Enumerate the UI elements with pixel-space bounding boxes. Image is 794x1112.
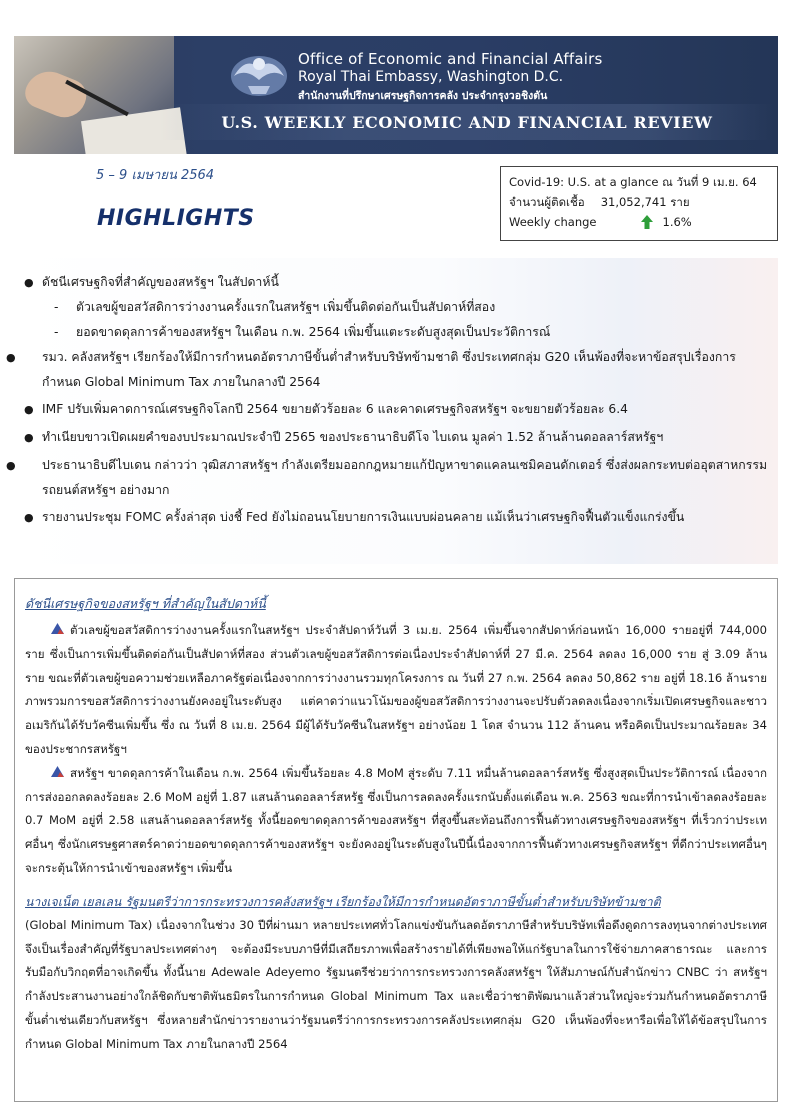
section-heading: ดัชนีเศรษฐกิจของสหรัฐฯ ที่สำคัญในสัปดาห์นี้	[25, 596, 266, 611]
highlight-item: ● ดัชนีเศรษฐกิจที่สำคัญของสหรัฐฯ ในสัปดาห์นี้	[24, 275, 279, 289]
highlight-item: ● ทำเนียบขาวเปิดเผยคำของบประมาณประจำปี 2565 ของประธานาธิบดีโจ ไบเดน มูลค่า 1.52 ล้านล้านดอลลาร์สหรัฐฯ	[24, 430, 664, 444]
header-banner	[14, 36, 778, 154]
highlight-subitem: - ยอดขาดดุลการค้าของสหรัฐฯ ในเดือน ก.พ. 2564 เพิ่มขึ้นแตะระดับสูงสุดเป็นประวัติการณ์	[54, 325, 551, 339]
up-arrow-icon	[641, 215, 653, 229]
highlight-subitem: - ตัวเลขผู้ขอสวัสดิการว่างงานครั้งแรกในสหรัฐฯ เพิ่มขึ้นติดต่อกันเป็นสัปดาห์ที่สอง	[54, 300, 496, 314]
covid-change-label: Weekly change	[509, 215, 597, 229]
highlight-item: ● IMF ปรับเพิ่มคาดการณ์เศรษฐกิจโลกปี 2564 ขยายตัวร้อยละ 6 และคาดเศรษฐกิจสหรัฐฯ จะขยายตัวร้อยละ 6.4	[24, 402, 628, 416]
banner-photo	[14, 36, 174, 154]
triangle-bullet-icon	[51, 766, 64, 778]
date-range: 5 – 9 เมษายน 2564	[96, 168, 215, 183]
highlight-item: ● ประธานาธิบดีไบเดน กล่าวว่า วุฒิสภาสหรัฐฯ กำลังเตรียมออกกฎหมายแก้ปัญหาขาดแคลนเซมิคอนดักเตอร์ ซึ่งส่งผลกระทบต่ออุตสาหกรรมรถยนต์สหรัฐฯ อย่างมาก	[6, 458, 768, 497]
banner-thai-name: สำนักงานที่ปรึกษาเศรษฐกิจการคลัง ประจำกรุงวอชิงตัน	[298, 90, 548, 102]
section-heading-yellen: นางเจเน็ต เยลเลน รัฐมนตรีว่าการกระทรวงการคลังสหรัฐฯ เรียกร้องให้มีการกำหนดอัตราภาษีขั้นต่ำสำหรับบริษัทข้ามชาติ	[25, 894, 661, 909]
economic-indicators-section	[14, 578, 778, 1102]
paragraph-trade-deficit: สหรัฐฯ ขาดดุลการค้าในเดือน ก.พ. 2564 เพิ่มขึ้นร้อยละ 4.8 MoM สู่ระดับ 7.11 หมื่นล้านดอลลาร์สหรัฐ ซึ่งสูงสุดเป็นประวัติการณ์ เนื่องจากการส่งออกลดลงร้อยละ 2.6 MoM อยู่ที่ 1.87 แสนล้านดอลลาร์สหรัฐ ซึ่งเป็นการลดลงครั้งแรกนับตั้งแต่เดือน พ.ค. 2563 ขณะที่การนำเข้าลดลงร้อยละ 0.7 MoM อยู่ที่ 2.58 แสนล้านดอลลาร์สหรัฐ ทั้งนี้ยอดขาดดุลการค้าของสหรัฐฯ ที่สูงขึ้นสะท้อนถึงการฟื้นตัวทางเศรษฐกิจของสหรัฐฯ ที่เร็วกว่าประเทศอื่นๆ ซึ่งนักเศรษฐศาสตร์คาดว่ายอดขาดดุลการค้าของสหรัฐฯ จะยังคงอยู่ในระดับสูงในปีนี้เนื่องจากการฟื้นตัวทางเศรษฐกิจสหรัฐฯ ที่ดีกว่าประเทศอื่นๆ จะกระตุ้นให้การนำเข้าของสหรัฐฯ เพิ่มขึ้น	[25, 765, 767, 875]
paragraph-jobless-claims: ตัวเลขผู้ขอสวัสดิการว่างงานครั้งแรกในสหรัฐฯ ประจำสัปดาห์วันที่ 3 เม.ย. 2564 เพิ่มขึ้นจากสัปดาห์ก่อนหน้า 16,000 รายอยู่ที่ 744,000 ราย ซึ่งเป็นการเพิ่มขึ้นติดต่อกันเป็นสัปดาห์ที่สอง ส่วนตัวเลขผู้ขอสวัสดิการต่อเนื่องประจำสัปดาห์ที่ 27 มี.ค. 2564 ลดลง 16,000 ราย สู่ 3.09 ล้านราย ขณะที่ตัวเลขผู้ขอความช่วยเหลือภาครัฐต่อเนื่องจากการว่างงานรวมทุกโครงการ ณ วันที่ 27 ก.พ. 2564 ลดลง 50,862 ราย อยู่ที่ 18.16 ล้านราย ภาพรวมการขอสวัสดิการว่างงานยังคงอยู่ในระดับสูง แต่คาดว่าแนวโน้มของผู้ขอสวัสดิการว่างงานจะปรับตัวลดลงเนื่องจากเริ่มเปิดเศรษฐกิจและชาวอเมริกันได้รับวัคซีนเพิ่มขึ้น ซึ่ง ณ วันที่ 8 เม.ย. 2564 มีผู้ได้รับวัคซีนในสหรัฐฯ อย่างน้อย 1 โดส จำนวน 112 ล้านคน หรือคิดเป็นประมาณร้อยละ 34 ของประชากรสหรัฐฯ	[25, 623, 767, 756]
highlight-item: ● รายงานประชุม FOMC ครั้งล่าสุด บ่งชี้ Fed ยังไม่ถอนนโยบายการเงินแบบผ่อนคลาย แม้เห็นว่าเศรษฐกิจฟื้นตัวแข็งแกร่งขึ้น	[24, 510, 685, 524]
triangle-bullet-icon	[51, 623, 64, 635]
covid-summary-box	[500, 166, 778, 241]
paragraph-global-minimum-tax: (Global Minimum Tax) เนื่องจากในช่วง 30 ปีที่ผ่านมา หลายประเทศทั่วโลกแข่งขันกันลดอัตราภาษีสำหรับบริษัทเพื่อดึงดูดการลงทุนจากต่างประเทศ จึงเป็นเรื่องสำคัญที่รัฐบาลประเทศต่างๆ จะต้องมีระบบภาษีที่มีเสถียรภาพเพื่อสร้างรายได้ที่เพียงพอให้แก่รัฐบาลในการใช้จ่ายภาคสาธารณะ และการรับมือกับวิกฤตที่อาจเกิดขึ้น ทั้งนี้นาย Adewale Adeyemo รัฐมนตรีช่วยว่าการกระทรวงการคลังสหรัฐฯ ให้สัมภาษณ์กับสำนักข่าว CNBC ว่า สหรัฐฯ กำลังประสานงานอย่างใกล้ชิดกับชาติพันธมิตรในการกำหนด Global Minimum Tax และเชื่อว่าชาติพัฒนาแล้วส่วนใหญ่จะร่วมกันกำหนดอัตราภาษีขั้นต่ำเช่นเดียวกับสหรัฐฯ ซึ่งหลายสำนักข่าวรายงานว่ารัฐมนตรีว่าการกระทรวงการคลังประเทศกลุ่ม G20 เห็นพ้องที่จะหารือเพื่อให้ได้ข้อสรุปในการกำหนด Global Minimum Tax ภายในกลางปี 2564	[25, 917, 767, 1051]
covid-change-value: 1.6%	[662, 215, 692, 229]
covid-cases-label: จำนวนผู้ติดเชื้อ	[509, 195, 585, 209]
banner-office-name: Office of Economic and Financial Affairs	[298, 50, 603, 68]
highlights-title: HIGHLIGHTS	[97, 206, 255, 231]
highlight-item: ● รมว. คลังสหรัฐฯ เรียกร้องให้มีการกำหนดอัตราภาษีขั้นต่ำสำหรับบริษัทข้ามชาติ ซึ่งประเทศกลุ่ม G20 เห็นพ้องที่จะหาข้อสรุปเรื่องการกำหนด Global Minimum Tax ภายในกลางปี 2564	[6, 350, 736, 389]
covid-cases-value: 31,052,741 ราย	[600, 195, 690, 209]
banner-embassy-name: Royal Thai Embassy, Washington D.C.	[298, 69, 564, 85]
highlights-panel	[6, 258, 778, 564]
banner-review-title: U.S. WEEKLY ECONOMIC AND FINANCIAL REVIEW	[160, 104, 774, 140]
covid-title: Covid-19: U.S. at a glance ณ วันที่ 9 เม.ย. 64	[509, 175, 757, 189]
garuda-seal-icon	[228, 46, 290, 100]
